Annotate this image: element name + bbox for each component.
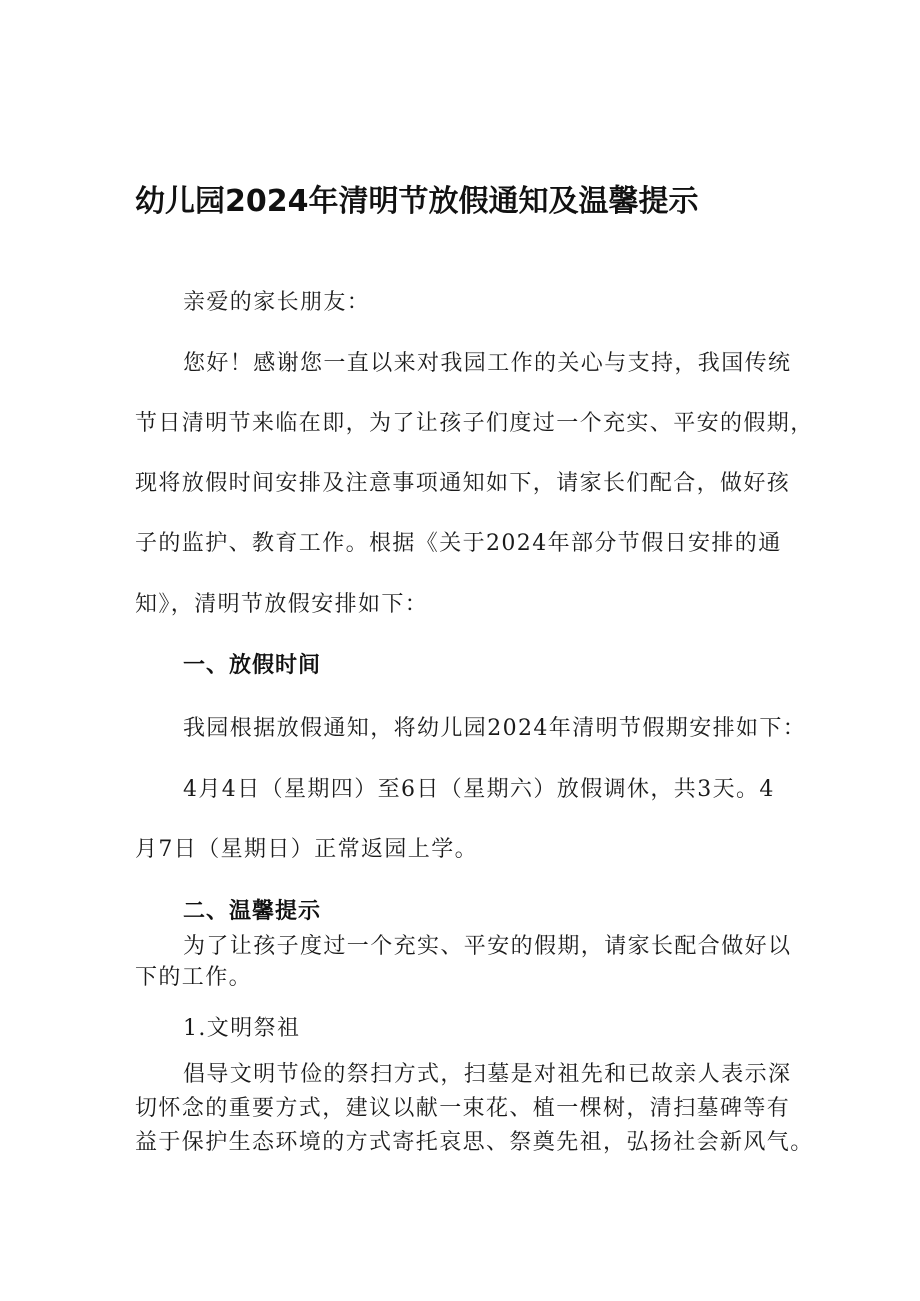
paragraph-line: 切怀念的重要方式，建议以献一束花、植一棵树，清扫墓碑等有 [135,1096,791,1121]
greeting: 亲爱的家长朋友： [183,290,371,315]
paragraph-line: 益于保护生态环境的方式寄托哀思、祭奠先祖，弘扬社会新风气。 [135,1130,814,1155]
paragraph-line: 我园根据放假通知，将幼儿园2024年清明节假期安排如下： [183,716,807,741]
intro-line: 现将放假时间安排及注意事项通知如下，请家长们配合，做好孩 [135,471,791,496]
intro-line: 您好！感谢您一直以来对我园工作的关心与支持，我国传统 [183,351,792,376]
document-title: 幼儿园2024年清明节放假通知及温馨提示 [135,184,699,219]
intro-line: 节日清明节来临在即，为了让孩子们度过一个充实、平安的假期， [135,411,814,436]
item-heading-civilized-worship: 1.文明祭祖 [183,1016,301,1041]
section-heading-holiday-time: 一、放假时间 [183,653,322,678]
paragraph-line: 下的工作。 [135,965,253,990]
intro-line: 子的监护、教育工作。根据《关于2024年部分节假日安排的通 [135,531,782,556]
paragraph-line: 倡导文明节俭的祭扫方式，扫墓是对祖先和已故亲人表示深 [183,1062,792,1087]
paragraph-line: 为了让孩子度过一个充实、平安的假期，请家长配合做好以 [183,934,792,959]
intro-line: 知》，清明节放假安排如下： [135,592,429,617]
paragraph-line: 4月4日（星期四）至6日（星期六）放假调休，共3天。4 [183,777,775,802]
section-heading-tips: 二、温馨提示 [183,899,322,924]
paragraph-line: 月7日（星期日）正常返园上学。 [135,837,478,862]
